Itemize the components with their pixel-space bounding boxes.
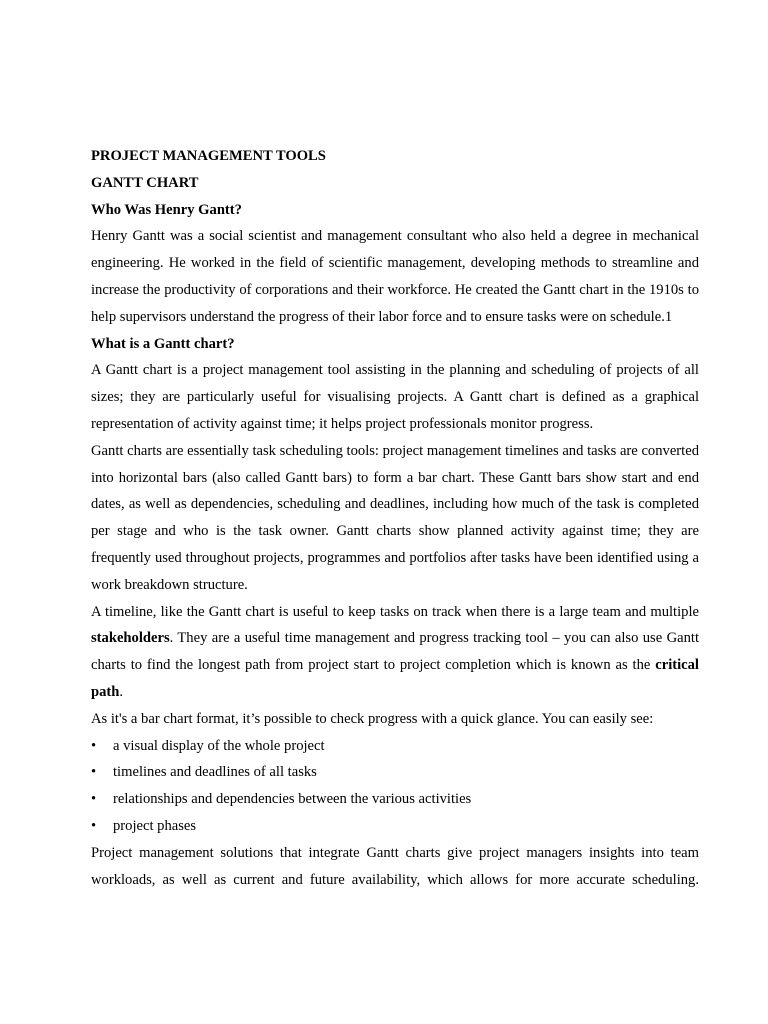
stakeholders-bold-term: stakeholders (91, 630, 170, 647)
list-item (91, 733, 699, 760)
bullet-icon: • (91, 764, 97, 781)
paragraph-timeline (91, 599, 699, 706)
document-subtitle: GANTT CHART (91, 174, 199, 191)
bullet-icon: • (91, 817, 97, 834)
paragraph-solutions: Project management solutions that integrate Gantt charts give project managers insights into team workloads, as well as current and future availability, which allows for more accurate scheduling. (91, 844, 699, 888)
bullet-list (91, 733, 699, 840)
list-item (91, 786, 699, 813)
paragraph-gantt-scheduling: Gantt charts are essentially task scheduling tools: project management timelines and tasks are converted into horizontal bars (also called Gantt bars) to form a bar chart. These Gantt bars show start and end dates, as well as dependencies, scheduling and deadlines, including how much of the task is completed per stage and who is the task owner. Gantt charts show planned activity against time; they are frequently used throughout projects, programmes and portfolios after tasks have been identified using a work breakdown structure. (91, 442, 699, 593)
list-item-text: project phases (113, 817, 197, 834)
list-item (91, 813, 699, 840)
paragraph-timeline-text-2: . They are a useful time management and progress tracking tool – you can also use Gantt charts to find the longest path from project start to project completion which is known as the (91, 630, 699, 674)
section-heading-who-was-henry-gantt: Who Was Henry Gantt? (91, 201, 242, 218)
list-item-text: a visual display of the whole project (113, 737, 325, 754)
paragraph-timeline-text-3: . (119, 683, 124, 700)
paragraph-bar-chart-format: As it's a bar chart format, it’s possible to check progress with a quick glance. You can easily see: (91, 710, 654, 727)
paragraph-timeline-text-1: A timeline, like the Gantt chart is useful to keep tasks on track when there is a large team and multiple (91, 603, 699, 620)
bullet-icon: • (91, 791, 97, 808)
list-item-text: relationships and dependencies between the various activities (113, 791, 472, 808)
paragraph-henry-gantt: Henry Gantt was a social scientist and management consultant who also held a degree in mechanical engineering. He worked in the field of scientific management, developing methods to streamline and increase the productivity of corporations and their workforce. He created the Gantt chart in the 1910s to help supervisors understand the progress of their labor force and to ensure tasks were on schedule.1 (91, 228, 699, 325)
paragraph-gantt-definition: A Gantt chart is a project management tool assisting in the planning and scheduling of projects of all sizes; they are particularly useful for visualising projects. A Gantt chart is defined as a graphical representation of activity against time; it helps project professionals monitor progress. (91, 362, 699, 432)
list-item-text: timelines and deadlines of all tasks (113, 764, 317, 781)
bullet-icon: • (91, 737, 97, 754)
document-page (91, 143, 699, 893)
section-heading-what-is-gantt-chart: What is a Gantt chart? (91, 335, 235, 352)
critical-path-bold-term: critical path (91, 657, 699, 700)
document-title: PROJECT MANAGEMENT TOOLS (91, 148, 326, 164)
list-item (91, 759, 699, 786)
